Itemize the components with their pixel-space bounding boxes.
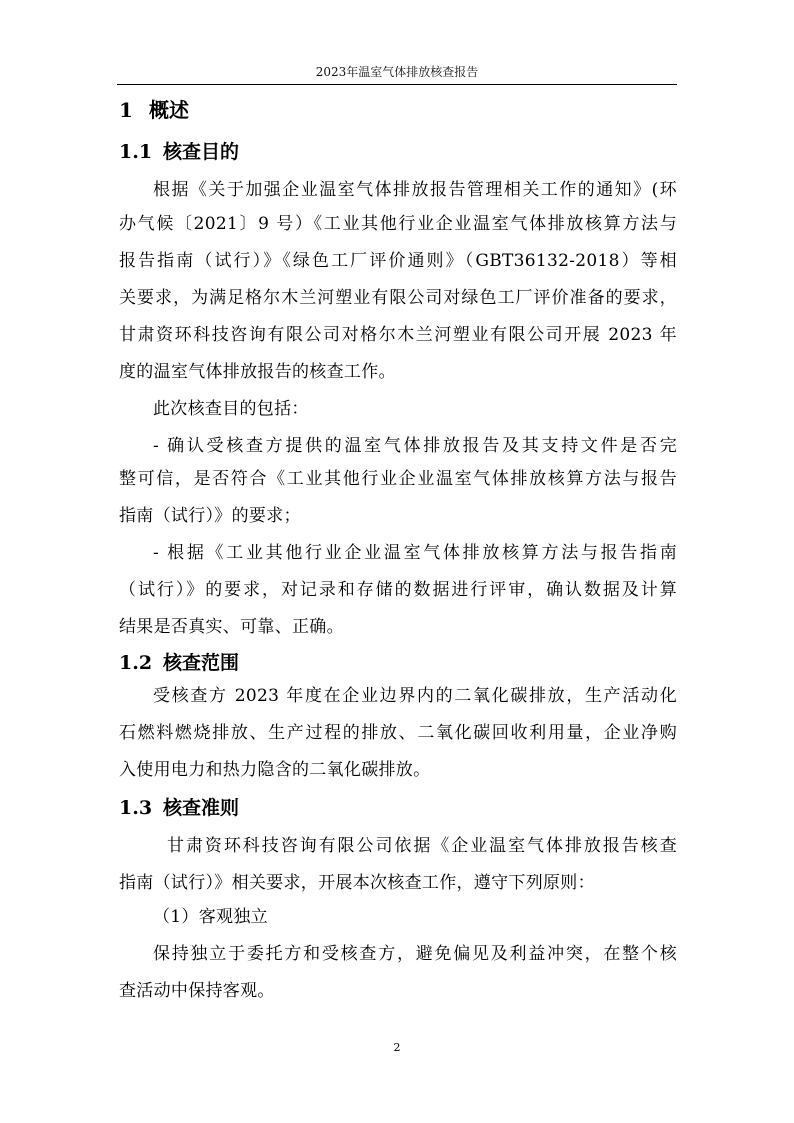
section-1-2-number: 1.2 [119,652,153,674]
paragraph-line: 石燃料燃烧排放、生产过程的排放、二氧化碳回收利用量，企业净购 [119,723,677,743]
paragraph-line: 办气候〔2021〕9 号）《工业其他行业企业温室气体排放核算方法与 [119,214,677,234]
paragraph-line: 指南（试行）》相关要求，开展本次核查工作，遵守下列原则： [119,873,595,893]
paragraph-line: 入使用电力和热力隐含的二氧化碳排放。 [119,760,431,780]
section-1-number: 1 [119,98,133,122]
section-1-heading [119,98,189,122]
paragraph-line: 查活动中保持客观。 [119,981,275,1001]
section-1-3-number: 1.3 [119,797,153,819]
section-1-3-heading [119,796,239,820]
paragraph-line: 保持独立于委托方和受核查方，避免偏见及利益冲突，在整个核 [153,944,677,964]
list-item-line: （试行）》的要求，对记录和存储的数据进行评审，确认数据及计算 [119,580,677,600]
list-item-line: - 确认受核查方提供的温室气体排放报告及其支持文件是否完 [153,436,677,456]
section-1-2-title: 核查范围 [163,652,240,674]
list-item-line: 整可信，是否符合《工业其他行业企业温室气体排放核算方法与报告 [119,469,677,489]
principle-heading: （1）客观独立 [153,907,268,927]
list-item-line: 指南（试行）》的要求； [119,506,301,526]
header-title: 2023年温室气体排放核查报告 [315,65,479,79]
section-1-1-number: 1.1 [119,141,153,163]
paragraph-line: 关要求，为满足格尔木兰河塑业有限公司对绿色工厂评价准备的要求， [119,288,677,308]
paragraph-line: 根据《关于加强企业温室气体排放报告管理相关工作的通知》(环 [153,180,677,200]
section-1-1-title: 核查目的 [163,141,240,163]
paragraph-line: 甘肃资环科技咨询有限公司对格尔木兰河塑业有限公司开展 2023 年 [119,325,677,345]
section-1-1-heading [119,140,239,164]
header-divider [117,84,677,85]
section-1-2-heading [119,651,239,675]
paragraph-line: 甘肃资环科技咨询有限公司依据《企业温室气体排放报告核查 [167,836,677,856]
paragraph-line: 受核查方 2023 年度在企业边界内的二氧化碳排放，生产活动化 [153,686,677,706]
page-number: 2 [393,1041,401,1054]
paragraph-line: 报告指南（试行）》《绿色工厂评价通则》（GBT36132-2018）等相 [119,251,677,271]
paragraph-line: 度的温室气体排放报告的核查工作。 [119,362,396,382]
section-1-3-title: 核查准则 [163,797,240,819]
list-item-line: 结果是否真实、可靠、正确。 [119,617,344,637]
list-item-line: - 根据《工业其他行业企业温室气体排放核算方法与报告指南 [153,543,677,563]
section-1-title: 概述 [149,98,189,122]
paragraph-line: 此次核查目的包括： [153,399,309,419]
